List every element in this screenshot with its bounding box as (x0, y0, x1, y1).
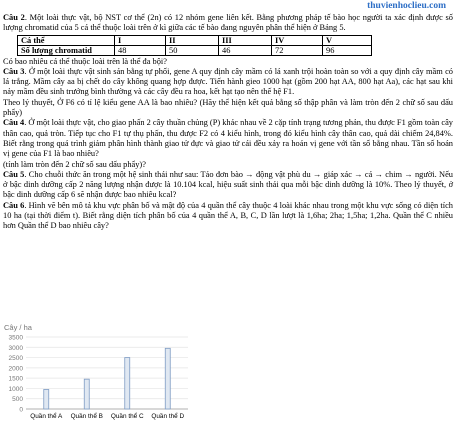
question-text: . Cho chuỗi thức ăn trong một hệ sinh thái như sau: Tảo đơn bào → động vật phù du → giáp xác → cá → chim → người. Nếu ở bậc dinh dưỡng cấp 2 năng lượng nhận được là 10.104 kcal, hiệu suất sinh thái qua mỗi bậc dinh dưỡng là 10%. Theo lý thuyết, ở bậc dinh dưỡng cấp 6 sẽ nhận được bao nhiêu kcal? (3, 169, 453, 200)
chromatid-table (17, 35, 372, 56)
y-tick-label: 3500 (8, 334, 23, 342)
y-axis-label: Cây / ha (4, 323, 32, 332)
question-number: Câu 4 (3, 118, 25, 128)
question-number: Câu 5 (3, 169, 25, 179)
table-header-row (18, 35, 372, 45)
question-3 (3, 67, 453, 98)
question-2 (3, 13, 453, 34)
x-tick-label: Quần thể B (70, 413, 103, 420)
table-cell: Số lượng chromatid (18, 45, 115, 55)
table-header-cell: V (323, 35, 372, 45)
y-tick-label: 2000 (8, 365, 23, 373)
question-5 (3, 170, 453, 201)
table-header-cell: IV (272, 35, 323, 45)
bar (44, 389, 49, 409)
x-tick-label: Quần thể D (151, 413, 185, 420)
y-tick-label: 1500 (8, 375, 23, 383)
table-header-cell: III (219, 35, 272, 45)
question-4-note: (tính làm tròn đến 2 chữ số sau dấu phẩy)? (3, 159, 146, 169)
question-number: Câu 2 (3, 13, 25, 22)
y-tick-label: 3000 (8, 344, 23, 352)
y-tick-label: 0 (19, 406, 23, 414)
bar (125, 358, 130, 409)
question-text: . Ở một loài thực vật, cho giao phấn 2 cây thuần chủng (P) khác nhau về 2 cặp tính trạng tương phản, thu được F1 gồm toàn cây thân cao, quả tròn. Tiếp tục cho F1 tự thụ phấn, thu được F2 có 4 kiểu hình, trong đó kiểu hình cây thân cao, quả dài chiếm 24,84%. Biết rằng trong quá trình giảm phân hình thành giao tử đực và giao tử cái đều xảy ra hoán vị gene với tần số bằng nhau. Tần số hoán vị gene của F1 là bao nhiêu? (3, 118, 453, 159)
question-2-prompt: Có bao nhiêu cá thể thuộc loài trên là thể đa bội? (3, 56, 167, 66)
table-header-cell: II (166, 35, 219, 45)
y-tick-label: 2500 (8, 355, 23, 363)
watermark: thuvienhoclieu.com (367, 1, 446, 11)
table-cell: 46 (219, 45, 272, 55)
table-header-cell: Cá thể (18, 35, 115, 45)
table-cell: 50 (166, 45, 219, 55)
table-header-cell: I (115, 35, 166, 45)
y-tick-label: 1000 (8, 385, 23, 393)
question-text: . Ở một loài thực vật sinh sản bằng tự phối, gene A quy định cây mầm có lá xanh trội hoàn toàn so với a quy định cây mầm có lá trắng. Mầm cây aa bị chết do cây không quang hợp được. Tiến hành gieo 1000 hạt (gồm 200 hạt AA, 800 hạt Aa), các hạt sau khi nảy mầm đều sinh trưởng bình thường và các cây đều ra hoa, kết hạt tạo nên thế hệ F1. (3, 66, 453, 97)
table-cell: 48 (115, 45, 166, 55)
question-number: Câu 6 (3, 200, 25, 210)
population-density-chart (2, 321, 192, 423)
table-cell: 72 (272, 45, 323, 55)
question-3-prompt: Theo lý thuyết, Ở F6 có tỉ lệ kiểu gene AA là bao nhiêu? (Hãy thể hiện kết quả bằng số thập phân và làm tròn đến 2 chữ số sau dấu phẩy) (3, 97, 453, 118)
bar (84, 379, 89, 409)
question-4 (3, 118, 453, 159)
x-tick-label: Quần thể A (30, 413, 63, 420)
question-text: . Một loài thực vật, bộ NST cơ thể (2n) có 12 nhóm gene liên kết. Bằng phương pháp tế bào học người ta xác định được số lượng chromatid của 5 cá thể thuộc loài trên ở kì giữa các tế bào đang nguyên phân thể hiện ở Bảng 5. (3, 13, 453, 33)
table-row (18, 45, 372, 55)
table-cell: 96 (323, 45, 372, 55)
question-number: Câu 3 (3, 66, 25, 76)
question-text: . Hình vẽ bên mô tả khu vực phân bố và mật độ của 4 quần thể cây thuộc 4 loài khác nhau trong một khu vực sống có diện tích 10 ha (tại thời điểm t). Biết rằng diện tích phân bố của 4 quần thể A, B, C, D lần lượt là 1,6ha; 2ha; 1,5ha; 1,2ha. Quần thể C nhiều hơn Quần thể D bao nhiêu cây? (3, 200, 453, 231)
y-tick-label: 500 (12, 396, 23, 404)
bar (165, 348, 170, 409)
question-6 (3, 201, 453, 232)
x-tick-label: Quần thể C (110, 413, 144, 420)
worksheet-content (3, 13, 453, 232)
